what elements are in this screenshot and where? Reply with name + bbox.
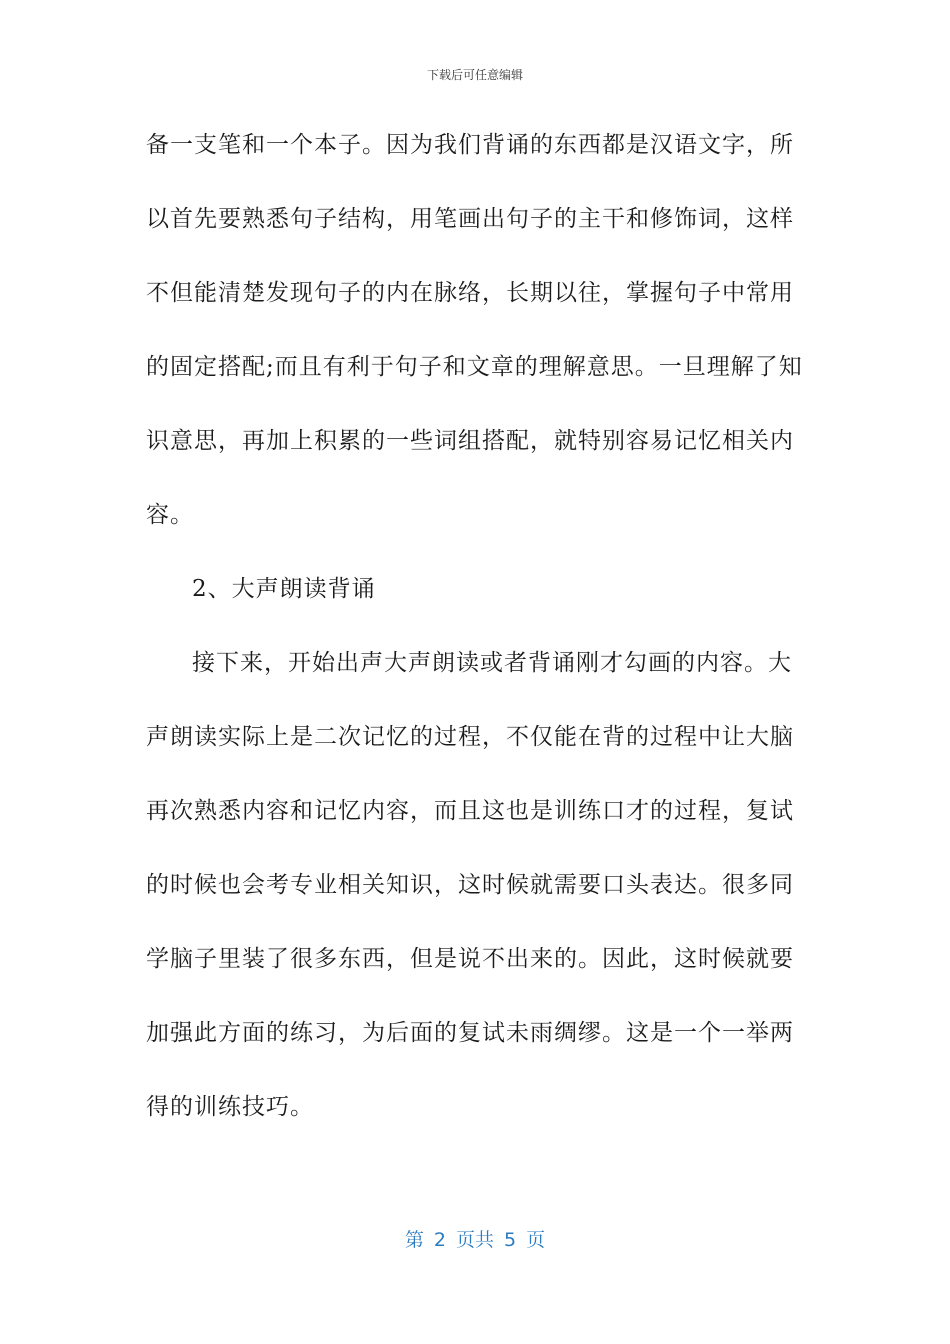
text-line: 再次熟悉内容和记忆内容，而且这也是训练口才的过程，复试 [146, 798, 794, 824]
text-line: 的固定搭配;而且有利于句子和文章的理解意思。一旦理解了知 [146, 354, 803, 380]
page-number: 第 2 页共 5 页 [404, 1229, 546, 1251]
text-line: 不但能清楚发现句子的内在脉络，长期以往，掌握句子中常用 [146, 280, 794, 306]
text-line: 接下来，开始出声大声朗读或者背诵刚才勾画的内容。大 [192, 650, 792, 676]
section-heading: 2、大声朗读背诵 [192, 576, 376, 602]
text-line: 声朗读实际上是二次记忆的过程，不仅能在背的过程中让大脑 [146, 724, 794, 750]
text-line: 备一支笔和一个本子。因为我们背诵的东西都是汉语文字，所 [146, 132, 794, 158]
text-line: 以首先要熟悉句子结构，用笔画出句子的主干和修饰词，这样 [146, 206, 794, 232]
text-line: 容。 [146, 502, 194, 528]
text-line: 得的训练技巧。 [146, 1094, 314, 1120]
document-body [146, 117, 806, 1153]
text-line: 加强此方面的练习，为后面的复试未雨绸缪。这是一个一举两 [146, 1020, 794, 1046]
text-line: 学脑子里装了很多东西，但是说不出来的。因此，这时候就要 [146, 946, 794, 972]
text-line: 的时候也会考专业相关知识，这时候就需要口头表达。很多同 [146, 872, 794, 898]
page-header: 下载后可任意编辑 [426, 68, 523, 82]
text-line: 识意思，再加上积累的一些词组搭配，就特别容易记忆相关内 [146, 428, 794, 454]
